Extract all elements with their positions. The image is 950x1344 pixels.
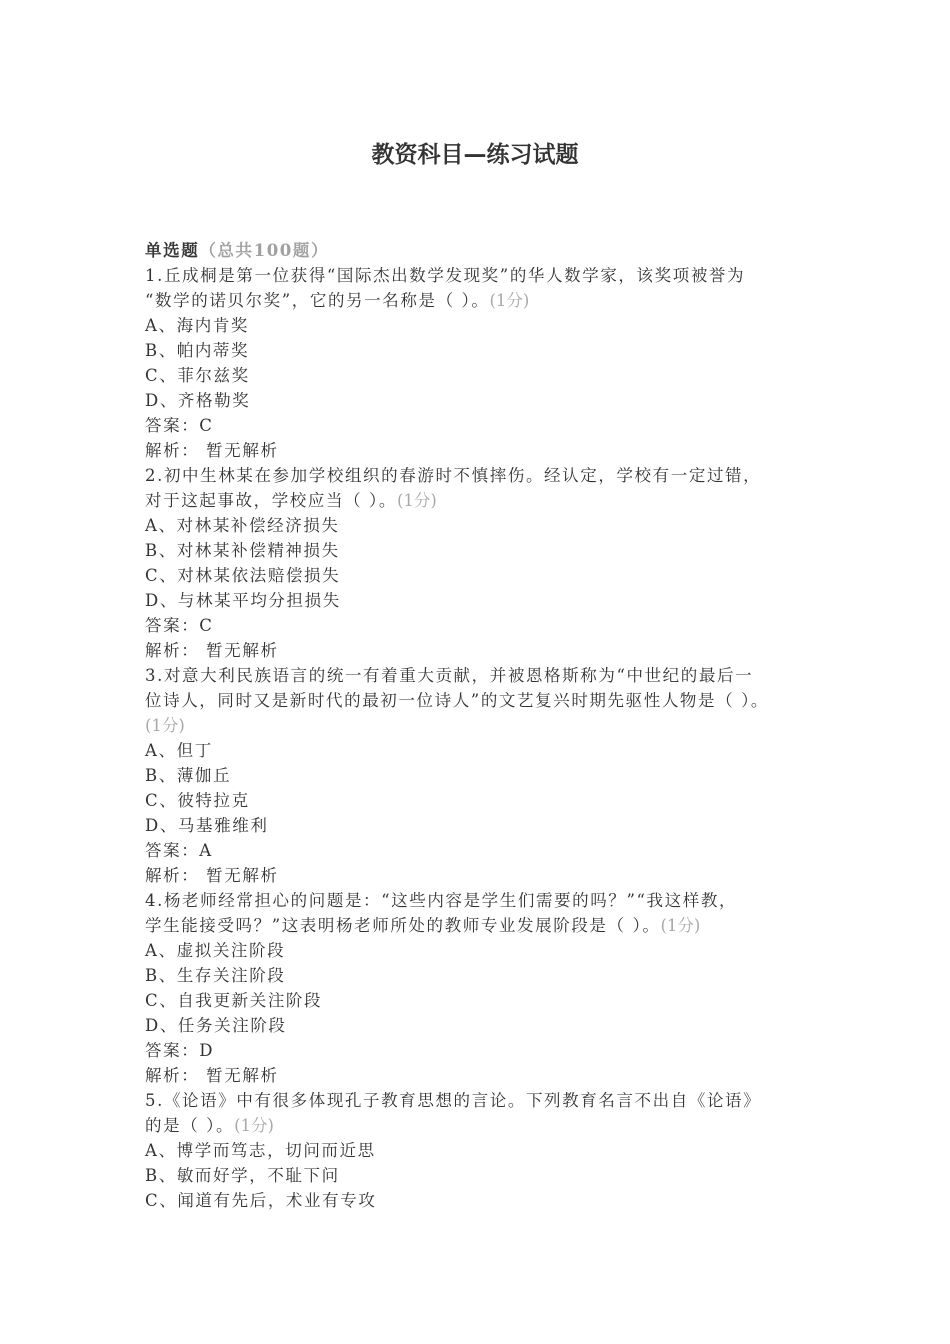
question-text: 位诗人，同时又是新时代的最初一位诗人”的文艺复兴时期先驱性人物是（ ）。 bbox=[145, 691, 770, 710]
section-heading: 单选题 bbox=[145, 241, 200, 260]
option-c: C、对林某依法赔偿损失 bbox=[145, 566, 341, 585]
option-a: A、但丁 bbox=[145, 741, 213, 760]
analysis: 解析： 暂无解析 bbox=[145, 441, 279, 460]
page-title: 教资科目—练习试题 bbox=[371, 142, 579, 168]
score-label: (1分) bbox=[660, 916, 701, 935]
answer: 答案：C bbox=[145, 616, 214, 635]
option-d: D、马基雅维利 bbox=[145, 816, 269, 835]
option-a: A、海内肯奖 bbox=[145, 316, 250, 335]
score-label: (1分) bbox=[397, 491, 437, 510]
question-4 bbox=[145, 888, 835, 1088]
answer: 答案：D bbox=[145, 1041, 215, 1060]
analysis: 解析： 暂无解析 bbox=[145, 641, 279, 660]
answer: 答案：C bbox=[145, 416, 214, 435]
question-text: 2.初中生林某在参加学校组织的春游时不慎摔伤。经认定，学校有一定过错， bbox=[145, 466, 762, 485]
question-text: 对于这起事故，学校应当（ ）。(1分) bbox=[145, 491, 437, 510]
analysis: 解析： 暂无解析 bbox=[145, 1066, 279, 1085]
option-b: B、对林某补偿精神损失 bbox=[145, 541, 340, 560]
option-d: D、齐格勒奖 bbox=[145, 391, 251, 410]
question-1 bbox=[145, 263, 835, 463]
option-d: D、任务关注阶段 bbox=[145, 1016, 287, 1035]
option-d: D、与林某平均分担损失 bbox=[145, 591, 341, 610]
option-a: A、博学而笃志，切问而近思 bbox=[145, 1141, 376, 1160]
option-b: B、薄伽丘 bbox=[145, 766, 232, 785]
option-b: B、敏而好学，不耻下问 bbox=[145, 1166, 340, 1185]
document-body bbox=[145, 238, 835, 1213]
question-2 bbox=[145, 463, 835, 663]
option-b: B、生存关注阶段 bbox=[145, 966, 286, 985]
question-text bbox=[145, 713, 835, 738]
section-header bbox=[145, 238, 835, 263]
section-note: （总共100题） bbox=[199, 241, 330, 260]
option-c: C、闻道有先后，术业有专攻 bbox=[145, 1191, 377, 1210]
option-c: C、彼特拉克 bbox=[145, 791, 250, 810]
question-text: 学生能接受吗？”这表明杨老师所处的教师专业发展阶段是（ ）。(1分) bbox=[145, 916, 701, 935]
answer: 答案：A bbox=[145, 841, 213, 860]
option-b: B、帕内蒂奖 bbox=[145, 341, 250, 360]
option-c: C、菲尔兹奖 bbox=[145, 366, 250, 385]
option-a: A、虚拟关注阶段 bbox=[145, 941, 286, 960]
option-c: C、自我更新关注阶段 bbox=[145, 991, 323, 1010]
score-label: (1分) bbox=[145, 716, 185, 735]
question-text: 的是（ ）。(1分) bbox=[145, 1116, 274, 1135]
question-text: 4.杨老师经常担心的问题是：“这些内容是学生们需要的吗？”“我这样教， bbox=[145, 891, 738, 910]
analysis: 解析： 暂无解析 bbox=[145, 866, 279, 885]
question-text: 1.丘成桐是第一位获得“国际杰出数学发现奖”的华人数学家，该奖项被誉为 bbox=[145, 266, 746, 285]
question-5 bbox=[145, 1088, 835, 1213]
question-text: 5.《论语》中有很多体现孔子教育思想的言论。下列教育名言不出自《论语》 bbox=[145, 1091, 762, 1110]
option-a: A、对林某补偿经济损失 bbox=[145, 516, 340, 535]
score-label: (1分) bbox=[489, 291, 530, 310]
question-text: “数学的诺贝尔奖”，它的另一名称是（ ）。(1分) bbox=[145, 291, 530, 310]
question-3 bbox=[145, 663, 835, 888]
question-text: 3.对意大利民族语言的统一有着重大贡献，并被恩格斯称为“中世纪的最后一 bbox=[145, 666, 754, 685]
score-label: (1分) bbox=[234, 1116, 274, 1135]
